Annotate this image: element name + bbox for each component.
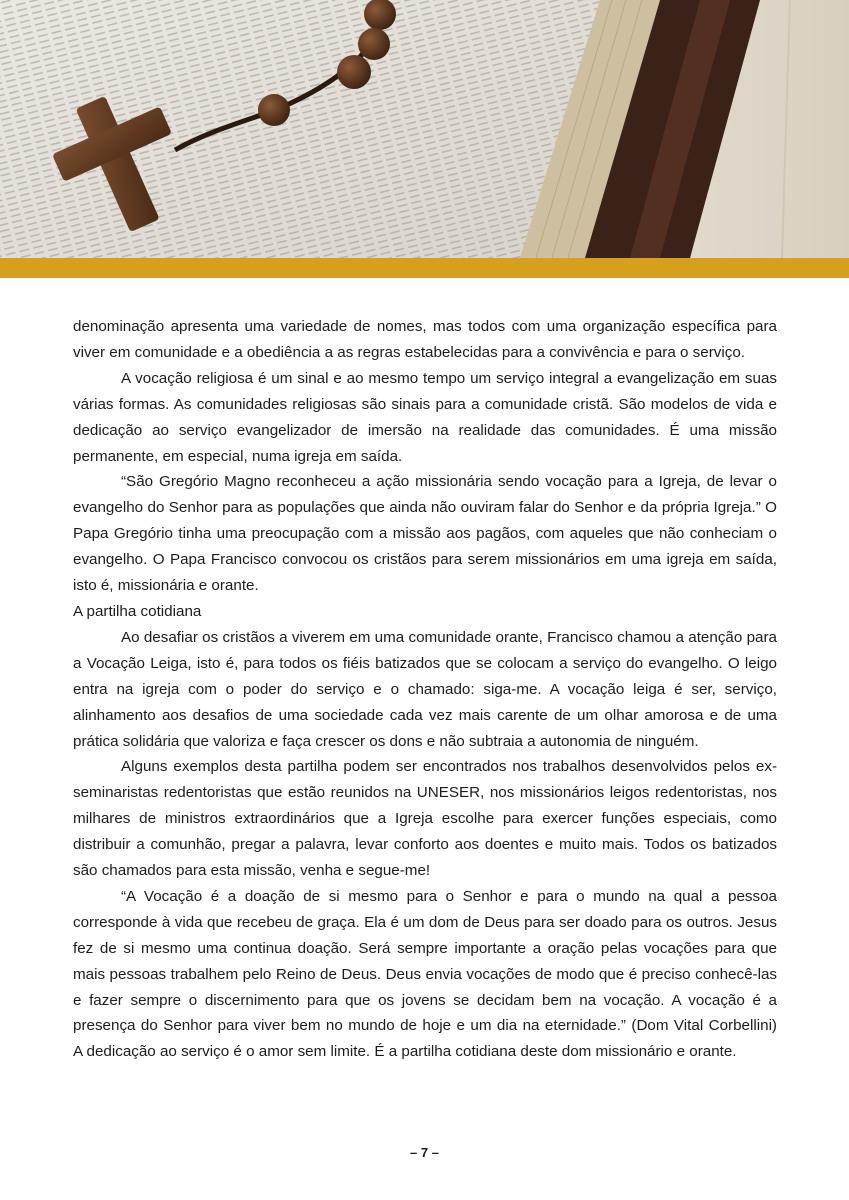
paragraph: “São Gregório Magno reconheceu a ação missionária sendo vocação para a Igreja, de levar o evangelho do Senhor para as populações que ainda não ouviram falar do Senhor e da própria Igreja.” O Papa Gregório tinha uma preocupação com a missão aos pagãos, com aqueles que não conheciam o evangelho. O Papa Francisco convocou os cristãos para serem missionários em uma igreja em saída, isto é, missionária e orante. <box>73 473 777 595</box>
header-photo <box>0 0 849 258</box>
section-heading: A partilha cotidiana <box>73 602 202 620</box>
paragraph: “A Vocação é a doação de si mesmo para o Senhor e para o mundo na qual a pessoa corresponde à vida que recebeu de graça. Ela é um dom de Deus para ser doado para os outros. Jesus fez de si mesmo uma continua doação. Será sempre importante a oração pelas vocações para que mais pessoas trabalhem pelo Reino de Deus. Deus envia vocações de modo que é preciso conhecê-las e fazer sempre o discernimento para que os jovens se decidam bem na vocação. A vocação é a presença do Senhor para viver bem no mundo de hoje e um dia na eternidade.” (Dom Vital Corbellini) <box>73 887 777 1035</box>
page-number: – 7 – <box>410 1145 439 1160</box>
rosary-cross-bible-photo-icon <box>0 0 849 258</box>
paragraph: A vocação religiosa é um sinal e ao mesmo tempo um serviço integral a evangelização em suas várias formas. As comunidades religiosas são sinais para a comunidade cristã. São modelos de vida e dedicação ao serviço evangelizador de imersão na realidade das comunidades. É uma missão permanente, em especial, numa igreja em saída. <box>73 369 777 465</box>
paragraph: Alguns exemplos desta partilha podem ser encontrados nos trabalhos desenvolvidos pelos ex-seminaristas redentoristas que estão reunidos na UNESER, nos missionários leigos redentoristas, nos milhares de ministros extraordinários que a Igreja escolhe para exercer funções especiais, como distribuir a comunhão, pregar a palavra, levar conforto aos doentes e muito mais. Todos os batizados são chamados para esta missão, venha e segue-me! <box>73 758 777 880</box>
gold-divider-band <box>0 258 849 278</box>
article-body <box>73 314 777 1065</box>
paragraph: Ao desafiar os cristãos a viverem em uma comunidade orante, Francisco chamou a atenção para a Vocação Leiga, isto é, para todos os fiéis batizados que se colocam a serviço do evangelho. O leigo entra na igreja com o poder do serviço e o chamado: siga-me. A vocação leiga é ser, serviço, alinhamento aos desafios de uma sociedade cada vez mais carente de um olhar amorosa e de uma prática solidária que valoriza e faça crescer os dons e não subtraia a autonomia de ninguém. <box>73 628 777 750</box>
paragraph: denominação apresenta uma variedade de nomes, mas todos com uma organização específica para viver em comunidade e a obediência a as regras estabelecidas para a convivência e para o serviço. <box>73 318 777 361</box>
paragraph: A dedicação ao serviço é o amor sem limite. É a partilha cotidiana deste dom missionário e orante. <box>73 1043 737 1061</box>
